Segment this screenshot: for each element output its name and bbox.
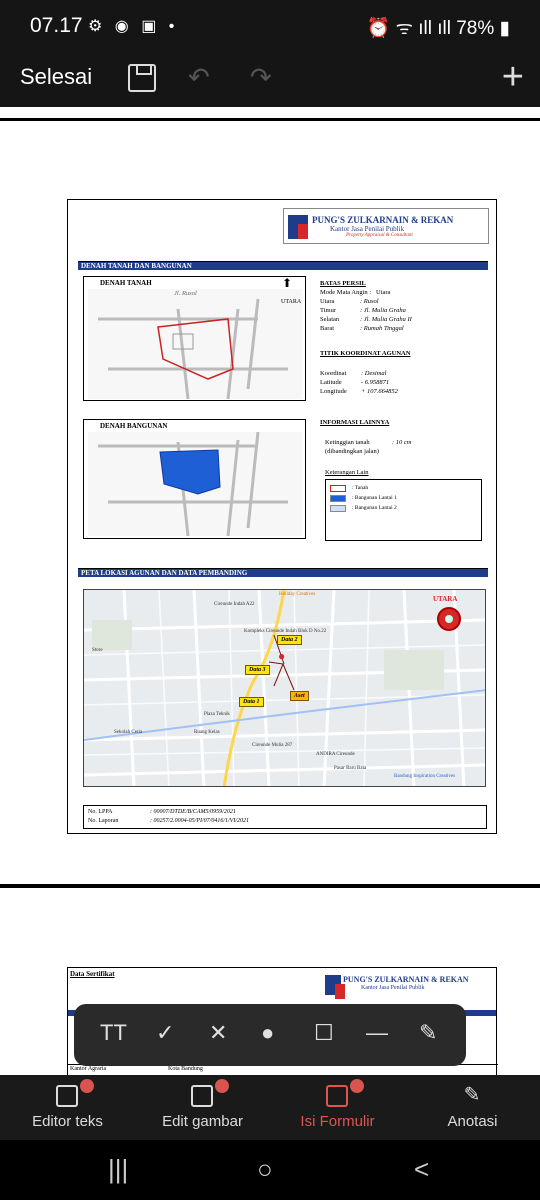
height-value: : 10 cm [392, 439, 412, 446]
coordinate-key: Latitude [320, 379, 342, 386]
building-plan-panel [83, 419, 306, 539]
check-icon[interactable]: ✓ [156, 1020, 175, 1045]
dot-icon[interactable]: ● [261, 1020, 275, 1045]
system-nav-bar [0, 1140, 540, 1200]
boundary-value: : Rumah Tinggal [360, 325, 404, 332]
report-footer [83, 805, 487, 829]
boundary-mode: Mode Mata Angin : Utara [320, 289, 391, 296]
coordinate-key: Longitude [320, 388, 347, 395]
map-place: Holiday Creatives [279, 592, 316, 597]
add-icon[interactable]: + [501, 56, 524, 98]
status-bar [0, 0, 540, 52]
map-place: Cireunde Indah A22 [214, 602, 255, 607]
compass-icon [437, 607, 461, 631]
map-roads [84, 590, 486, 787]
section-header-denah: DENAH TANAH DAN BANGUNAN [78, 261, 488, 270]
tab-anotasi[interactable] [405, 1075, 540, 1140]
image-edit-icon [191, 1085, 213, 1107]
tab-isi-formulir[interactable] [270, 1075, 405, 1140]
legend-swatch-land [330, 485, 346, 492]
boundary-key: Selatan [320, 316, 340, 323]
boundary-key: Timur [320, 307, 337, 314]
street-label-rusol: Jl. Rusol [174, 290, 197, 297]
rectangle-icon[interactable]: ☐ [314, 1020, 334, 1045]
map-north-label: UTARA [433, 595, 458, 603]
legend-label-land: : Tanah [352, 485, 369, 491]
coordinate-value: + 107.664852 [361, 388, 398, 395]
notification-icons: ⚙ ◉ ▣ • [88, 18, 179, 35]
coordinate-value: - 6.958871 [361, 379, 390, 386]
certificate-title: Data Sertifikat [70, 970, 115, 978]
lppa-value: : 00007/DTDE/B/CAM5/0959/2021 [150, 809, 236, 815]
annotation-floating-toolbar [74, 1004, 466, 1066]
redo-icon[interactable]: ↷ [250, 62, 272, 92]
bottom-tab-bar [0, 1075, 540, 1140]
map-place: ANDIRA Cireunde [316, 752, 355, 757]
legend-box [325, 479, 482, 541]
boundary-key: Barat [320, 325, 335, 332]
map-place: Plaza Teknik [204, 712, 230, 717]
boundary-title: BATAS PERSIL [320, 280, 366, 287]
boundary-value: : Jl. Mulia Graha [360, 307, 406, 314]
form-fill-icon [326, 1085, 348, 1107]
marker-data-3[interactable]: Data 3 [245, 665, 270, 675]
coordinate-title: TITIK KOORDINAT AGUNAN [320, 350, 411, 357]
marker-asset[interactable]: Aset [290, 691, 309, 701]
page-separator [0, 118, 540, 121]
line-icon[interactable]: — [366, 1020, 388, 1045]
done-button[interactable]: Selesai [20, 64, 93, 89]
text-size-icon[interactable]: TT [100, 1020, 127, 1045]
page2-cell-city: Kota Bandung [168, 1066, 203, 1072]
crown-badge-icon [80, 1079, 94, 1093]
battery-indicator: ⏰ ᯤ ıll ıll 78% ▮ [366, 18, 510, 39]
status-time: 07.17 [30, 14, 83, 37]
land-plan-title: DENAH TANAH [100, 279, 152, 287]
marker-data-2[interactable]: Data 2 [277, 635, 302, 645]
company-logo [283, 208, 489, 244]
page2-cell-agency: Kantor Agraria [70, 1066, 107, 1072]
crown-badge-icon [215, 1079, 229, 1093]
tab-edit-gambar[interactable] [135, 1075, 270, 1140]
annotate-icon: ✎ [463, 1084, 481, 1106]
undo-icon[interactable]: ↶ [188, 62, 210, 92]
map-place: Ruang Kelas [194, 730, 220, 735]
home-icon[interactable]: ○ [257, 1154, 273, 1184]
cross-icon[interactable]: ✕ [209, 1020, 228, 1045]
coordinate-value: : Desimal [361, 370, 387, 377]
tab-editor-teks[interactable] [0, 1075, 135, 1140]
report-number-label: No. Laporan [88, 818, 119, 824]
legend-label-floor2: : Bangunan Lantai 2 [352, 505, 397, 511]
recent-apps-icon[interactable]: ||| [108, 1154, 129, 1184]
notes-label: Keterangan Lain [325, 469, 369, 476]
logo-name: PUNG'S ZULKARNAIN & REKAN [312, 215, 454, 225]
text-edit-icon [56, 1085, 78, 1107]
top-toolbar [0, 52, 540, 107]
height-sublabel: (dibandingkan jalan) [325, 448, 379, 455]
page-separator-2 [0, 884, 540, 888]
location-map[interactable] [83, 589, 486, 787]
tab-label: Edit gambar [162, 1113, 243, 1130]
section-header-peta: PETA LOKASI AGUNAN DAN DATA PEMBANDING [78, 568, 488, 577]
building-plan-sketch [88, 432, 302, 536]
boundary-value: : Jl. Mulia Graha II [360, 316, 412, 323]
height-label: Ketinggian tanah [325, 439, 370, 446]
land-plan-sketch [88, 289, 302, 399]
logo-mark [288, 215, 308, 239]
map-place: Sekolah Ceria [114, 730, 143, 735]
land-plan-panel [83, 276, 306, 401]
map-place: Bandung Inspiration Creatives [394, 774, 456, 779]
crown-badge-icon [350, 1079, 364, 1093]
document-page-1[interactable] [67, 199, 497, 834]
marker-data-1[interactable]: Data 1 [239, 697, 264, 707]
boundary-value: : Rusol [360, 298, 379, 305]
north-label: UTARA [281, 299, 302, 305]
boundary-key: Utara [320, 298, 335, 305]
logo-sub: Kantor Jasa Penilai Publik [330, 225, 405, 233]
back-icon[interactable]: < [414, 1154, 430, 1184]
sign-icon[interactable]: ✎ [419, 1020, 438, 1045]
coordinate-key: Koordinat [320, 370, 347, 377]
north-arrow-icon: ⬆ [282, 276, 293, 290]
legend-swatch-floor1 [330, 495, 346, 502]
tab-label: Anotasi [447, 1113, 498, 1130]
info-title: INFORMASI LAINNYA [320, 419, 390, 426]
lppa-label: No. LPPA [88, 809, 113, 815]
save-icon[interactable] [128, 64, 156, 92]
tab-label: Isi Formulir [300, 1113, 375, 1130]
map-place: Kompleks Cireunde Indah Blok D No.22 [244, 629, 327, 634]
legend-swatch-floor2 [330, 505, 346, 512]
logo-tag: Property Appraisal & Consultant [346, 233, 413, 238]
map-place: Store [92, 648, 103, 653]
location-pin-icon: ● [278, 649, 286, 663]
tab-label: Editor teks [32, 1113, 103, 1130]
report-number-value: : 00257/2.0004-05/PI/07/0416/1/VI/2021 [150, 818, 249, 824]
map-place: Pasar Baru Bata [334, 766, 367, 771]
legend-label-floor1: : Bangunan Lantai 1 [352, 495, 397, 501]
company-logo-2: PUNG'S ZULKARNAIN & REKAN Kantor Jasa Penilai Publik [321, 973, 493, 999]
building-plan-title: DENAH BANGUNAN [100, 422, 168, 430]
map-place: Cireunde Mulia 287 [252, 743, 293, 748]
